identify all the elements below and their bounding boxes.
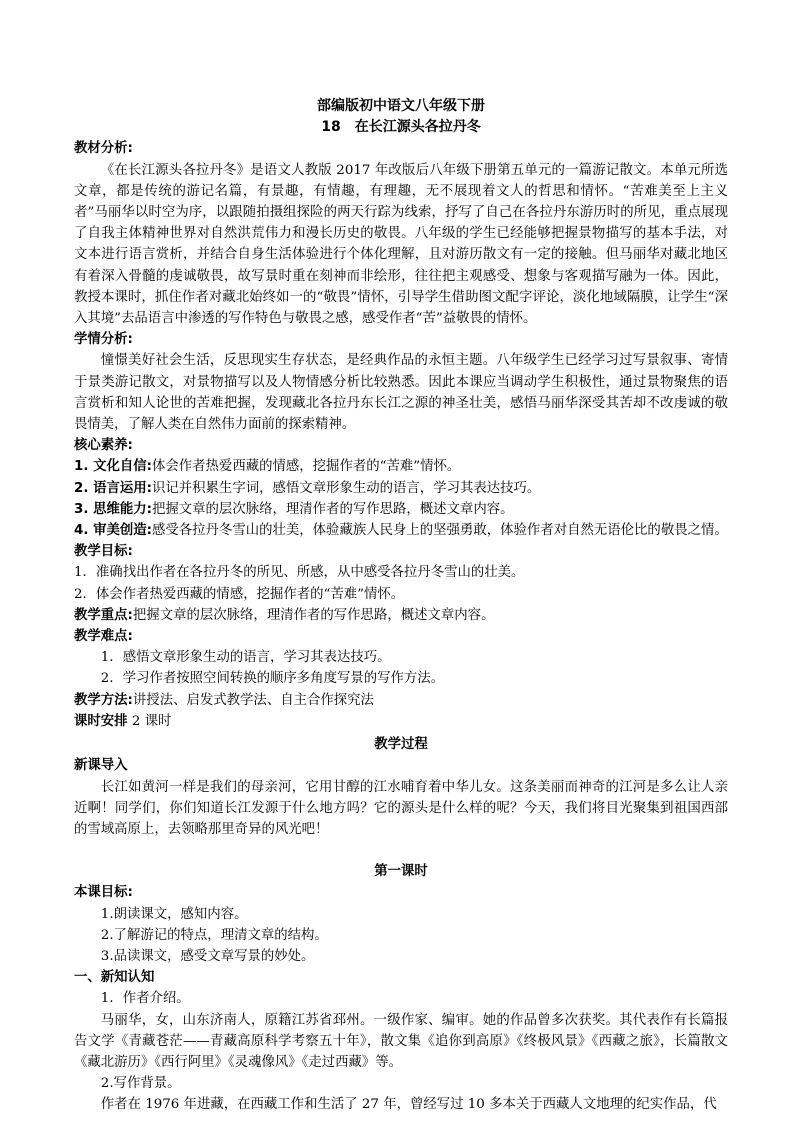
teaching-goal-1: 1．准确找出作者在各拉丹冬的所见、所感，从中感受各拉丹冬雪山的壮美。 xyxy=(74,565,525,581)
key-points-heading: 教学重点: xyxy=(74,607,133,623)
key-points-text: 把握文章的层次脉络，理清作者的写作思路，概述文章内容。 xyxy=(132,607,495,623)
core-item-3 xyxy=(74,499,728,520)
lesson-goal-1: 1.朗读课文，感知内容。 xyxy=(100,906,248,922)
schedule-text: 2 课时 xyxy=(127,713,172,729)
process-title: 教学过程 xyxy=(374,736,428,753)
author-intro-subheading: 1．作者介绍。 xyxy=(100,991,190,1007)
core-item-label: 4. 审美创造: xyxy=(74,523,152,539)
key-points xyxy=(74,605,728,626)
methods-text: 讲授法、启发式教学法、自主合作探究法 xyxy=(132,692,374,708)
core-item-text: 把握文章的层次脉络，理清作者的写作思路，概述文章内容。 xyxy=(151,501,514,517)
schedule xyxy=(74,711,728,732)
core-item-text: 感受各拉丹冬雪山的壮美，体验藏族人民身上的坚强勇敢，体验作者对自然无语伦比的敬畏之情。 xyxy=(151,523,728,539)
student-analysis-body: 憧憬美好社会生活，反思现实生存状态，是经典作品的永恒主题。八年级学生已经学习过写景叙事、寄情于景类游记散文，对景物描写以及人物情感分析比较熟悉。因此本课应当调动学生积极性，通过景物聚焦的语言赏析和知人论世的苦难把握，发现藏北各拉丹东长江之源的神圣壮美，感悟马丽华深受其苦却不改虔诚的敬畏情美，了解人类在自然伟力面前的探索精神。 xyxy=(74,353,728,433)
core-item-2 xyxy=(74,478,728,499)
core-item-label: 1. 文化自信: xyxy=(74,459,152,475)
core-item-text: 体会作者热爱西藏的情感，挖掘作者的“苦难”情怀。 xyxy=(151,459,461,475)
lesson-goal-2: 2.了解游记的特点，理清文章的结构。 xyxy=(100,927,328,943)
difficulty-2: 2．学习作者按照空间转换的顺序多角度写景的写作方法。 xyxy=(100,671,445,687)
textbook-analysis-heading: 教材分析: xyxy=(74,141,133,157)
lesson-goals-heading: 本课目标: xyxy=(74,885,133,901)
core-item-label: 3. 思维能力: xyxy=(74,501,152,517)
core-item-1 xyxy=(74,456,728,477)
document-title: 部编版初中语文八年级下册 xyxy=(317,98,485,114)
core-item-4 xyxy=(74,520,728,541)
difficulty-1: 1．感悟文章形象生动的语言，学习其表达技巧。 xyxy=(100,650,391,666)
student-analysis-heading: 学情分析: xyxy=(74,332,133,348)
intro-heading: 新课导入 xyxy=(74,758,128,774)
lesson-goal-3: 3.品读课文，感受文章写景的妙处。 xyxy=(100,948,315,964)
core-literacy-heading: 核心素养: xyxy=(74,438,133,454)
spacer xyxy=(74,840,728,861)
methods-heading: 教学方法: xyxy=(74,692,133,708)
lesson-title: 18 在长江源头各拉丹冬 xyxy=(321,119,481,136)
teaching-goal-2: 2．体会作者热爱西藏的情感，挖掘作者的“苦难”情怀。 xyxy=(74,586,405,602)
section1-heading: 一、新知认知 xyxy=(74,970,155,986)
difficulties-heading: 教学难点: xyxy=(74,629,133,645)
intro-body: 长江如黄河一样是我们的母亲河，它用甘醇的江水哺育着中华儿女。这条美丽而神奇的江河是多么让人亲近啊！同学们，你们知道长江发源于什么地方吗？它的源头是什么样的呢？今天，我们将目光聚集到祖国西部的雪域高原上，去领略那里奇异的风光吧！ xyxy=(74,779,728,837)
teaching-goals-heading: 教学目标: xyxy=(74,544,133,560)
author-intro-body: 马丽华，女，山东济南人，原籍江苏省邳州。一级作家、编审。她的作品曾多次获奖。其代表作有长篇报告文学《青藏苍茫——青藏高原科学考察五十年》，散文集《追你到高原》《终极风景》《西藏之旅》，长篇散文《藏北游历》《西行阿里》《灵魂像风》《走过西藏》等。 xyxy=(74,1012,728,1070)
background-body: 作者在 1976 年进藏，在西藏工作和生活了 27 年，曾经写过 10 多本关于西藏人文地理的纪实作品，代 xyxy=(100,1097,717,1113)
first-lesson-title: 第一课时 xyxy=(374,863,428,880)
teaching-methods xyxy=(74,690,728,711)
textbook-analysis-body: 《在长江源头各拉丹冬》是语文人教版 2017 年改版后八年级下册第五单元的一篇游记散文。本单元所选文章，都是传统的游记名篇，有景趣，有情趣，有理趣，无不展现着文人的哲思和情怀。“苦难美至上主义者”马丽华以时空为序，以跟随拍摄组探险的两天行踪为线索，抒写了自己在各拉丹东游历时的所见，重点展现了自我主体精神世界对自然洪荒伟力和漫长历史的敬畏。八年级的学生已经能够把握景物描写的基本手法，对文本进行语言赏析，并结合自身生活体验进行个体化理解，且对游历散文有一定的接触。但马丽华对藏北地区有着深入骨髓的虔诚敬畏，故写景时重在刻神而非绘形，往往把主观感受、想象与客观描写融为一体。因此，教授本课时，抓住作者对藏北始终如一的“敬畏”情怀，引导学生借助图文配字评论，淡化地域隔膜，让学生“深入其境”去品语言中渗透的写作特色与敬畏之感，感受作者“苦”益敬畏的情怀。 xyxy=(74,162,728,327)
background-subheading: 2.写作背景。 xyxy=(100,1076,181,1092)
core-item-label: 2. 语言运用: xyxy=(74,480,152,496)
schedule-heading: 课时安排 xyxy=(74,713,128,729)
core-item-text: 识记并积累生字词，感悟文章形象生动的语言，学习其表达技巧。 xyxy=(151,480,541,496)
